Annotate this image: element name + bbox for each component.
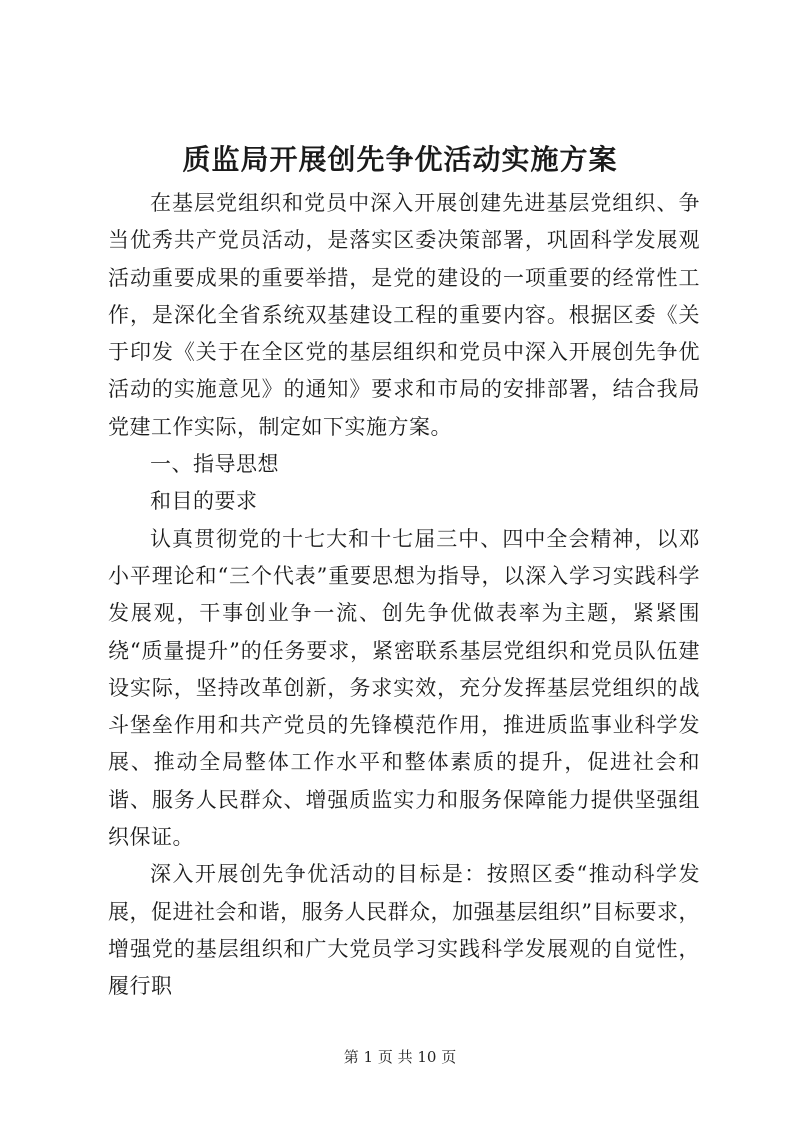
document-body <box>108 185 700 1006</box>
paragraph-intro: 在基层党组织和党员中深入开展创建先进基层党组织、争当优秀共产党员活动，是落实区委决策部署，巩固科学发展观活动重要成果的重要举措，是党的建设的一项重要的经常性工作，是深化全省系统双基建设工程的重要内容。根据区委《关于印发《关于在全区党的基层组织和党员中深入开展创先争优活动的实施意见》的通知》要求和市局的安排部署，结合我局党建工作实际，制定如下实施方案。 <box>108 191 700 439</box>
paragraph-guiding-ideology: 认真贯彻党的十七大和十七届三中、四中全会精神，以邓小平理论和“三个代表”重要思想为指导，以深入学习实践科学发展观，干事创业争一流、创先争优做表率为主题，紧紧围绕“质量提升”的任务要求，紧密联系基层党组织和党员队伍建设实际，坚持改革创新，务求实效，充分发挥基层党组织的战斗堡垒作用和共产党员的先锋模范作用，推进质监事业科学发展、推动全局整体工作水平和整体素质的提升，促进社会和谐、服务人民群众、增强质监实力和服务保障能力提供坚强组织保证。 <box>108 526 700 850</box>
document-title: 质监局开展创先争优活动实施方案 <box>182 143 618 176</box>
section-heading-guiding-ideology: 一、指导思想 <box>150 452 279 477</box>
paragraph-activity-goals: 深入开展创先争优活动的目标是：按照区委“推动科学发展，促进社会和谐，服务人民群众，加强基层组织”目标要求，增强党的基层组织和广大党员学习实践科学发展观的自觉性，履行职 <box>108 862 700 999</box>
section-heading-objectives: 和目的要求 <box>150 489 258 514</box>
page-footer: 第 1 页 共 10 页 <box>343 1048 457 1066</box>
